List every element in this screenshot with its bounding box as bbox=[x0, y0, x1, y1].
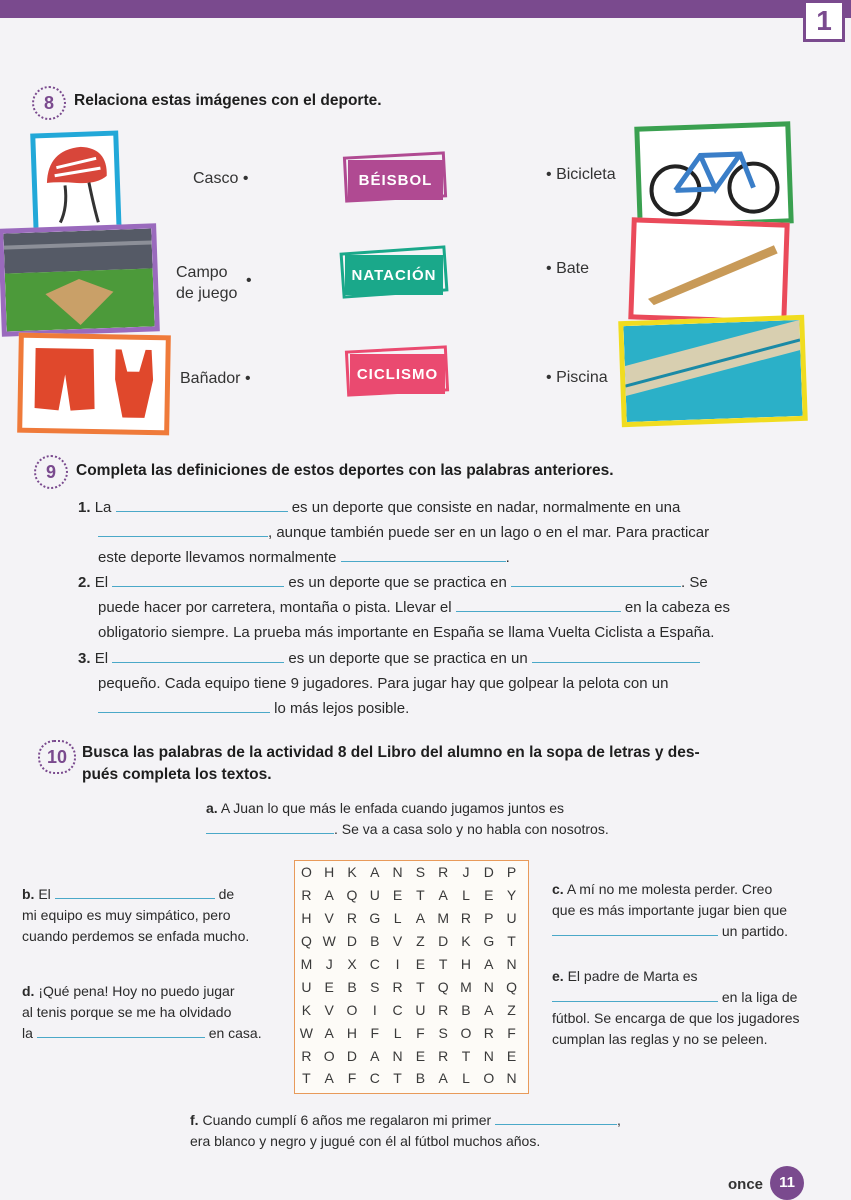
grid-cell[interactable]: W bbox=[322, 933, 336, 950]
grid-cell[interactable]: K bbox=[347, 864, 357, 881]
blank-d[interactable] bbox=[37, 1023, 205, 1038]
grid-cell[interactable]: E bbox=[415, 956, 426, 972]
activity-9-instruction: Completa las definiciones de estos deportes con las palabras anteriores. bbox=[76, 462, 614, 479]
activity-10-instruction: Busca las palabras de la actividad 8 del Libro del alumno en la sopa de letras y des- pués completa los textos. bbox=[82, 744, 700, 783]
grid-cell[interactable]: O bbox=[483, 1070, 495, 1087]
blank-1b[interactable] bbox=[98, 522, 268, 537]
grid-cell[interactable]: F bbox=[370, 1024, 380, 1041]
unit-number-box: 1 bbox=[803, 0, 845, 42]
grid-cell[interactable]: Z bbox=[507, 1001, 516, 1018]
grid-cell[interactable]: Q bbox=[346, 887, 358, 904]
grid-cell[interactable]: C bbox=[369, 956, 380, 972]
grid-cell[interactable]: B bbox=[370, 933, 380, 950]
grid-cell[interactable]: R bbox=[301, 887, 312, 904]
blank-3b[interactable] bbox=[532, 648, 700, 663]
bicycle-image bbox=[634, 121, 793, 228]
grid-cell[interactable]: F bbox=[416, 1024, 425, 1041]
grid-cell[interactable]: K bbox=[301, 1001, 312, 1018]
word-campo-bullet: • bbox=[246, 272, 252, 289]
word-search-grid bbox=[294, 860, 529, 1094]
sentence-d: d. ¡Qué pena! Hoy no puedo jugar al tenis porque se me ha olvidado la en casa. bbox=[22, 983, 262, 1041]
blank-c[interactable] bbox=[552, 921, 718, 936]
grid-cell[interactable]: M bbox=[460, 978, 472, 995]
pool-image bbox=[618, 315, 808, 427]
activity-9-number: 9 bbox=[34, 455, 68, 489]
stadium-icon bbox=[3, 228, 154, 331]
grid-cell[interactable]: T bbox=[393, 1070, 402, 1087]
grid-cell[interactable]: U bbox=[415, 1001, 426, 1018]
grid-cell[interactable]: K bbox=[461, 933, 471, 950]
grid-cell[interactable]: M bbox=[437, 910, 450, 927]
page-word: once bbox=[728, 1176, 764, 1193]
baseball-field-image bbox=[0, 223, 160, 336]
blank-b[interactable] bbox=[55, 884, 215, 899]
grid-cell[interactable]: X bbox=[347, 956, 357, 972]
grid-cell[interactable]: B bbox=[461, 1001, 471, 1018]
grid-cell[interactable]: L bbox=[462, 887, 470, 904]
blank-1a[interactable] bbox=[116, 497, 288, 512]
grid-cell[interactable]: Z bbox=[416, 933, 425, 950]
swimwear-icon bbox=[22, 338, 166, 430]
blank-3c[interactable] bbox=[98, 698, 270, 713]
grid-cell[interactable]: L bbox=[462, 1070, 470, 1087]
grid-cell[interactable]: V bbox=[324, 1001, 334, 1018]
grid-cell[interactable]: O bbox=[323, 1047, 335, 1064]
grid-cell[interactable]: D bbox=[346, 1047, 358, 1064]
grid-cell[interactable]: E bbox=[484, 887, 494, 904]
grid-cell[interactable]: S bbox=[370, 978, 380, 995]
grid-cell[interactable]: D bbox=[346, 933, 358, 950]
activity-10-number: 10 bbox=[38, 740, 76, 774]
grid-cell[interactable]: S bbox=[415, 864, 426, 881]
grid-cell[interactable]: P bbox=[484, 910, 494, 927]
grid-cell[interactable]: R bbox=[438, 864, 449, 881]
grid-cell[interactable]: O bbox=[346, 1001, 358, 1018]
badge-beisbol: BÉISBOL bbox=[348, 160, 443, 200]
grid-cell[interactable]: C bbox=[392, 1001, 403, 1018]
grid-cell[interactable]: I bbox=[395, 956, 400, 972]
grid-cell[interactable]: Y bbox=[506, 887, 517, 904]
grid-cell[interactable]: A bbox=[415, 910, 426, 927]
definition-3: 3. El es un deporte que se practica en un pequeño. Cada equipo tiene 9 jugadores. Para jugar hay que golpear la pelota con un lo más lejos posible. bbox=[78, 646, 798, 721]
blank-a[interactable] bbox=[206, 819, 334, 834]
grid-cell[interactable]: V bbox=[324, 910, 334, 927]
bat-icon bbox=[633, 222, 784, 319]
blank-2b[interactable] bbox=[511, 572, 681, 587]
grid-cell[interactable]: A bbox=[324, 1024, 334, 1041]
grid-cell[interactable]: J bbox=[462, 864, 470, 881]
grid-cell[interactable]: A bbox=[324, 1070, 334, 1087]
grid-cell[interactable]: L bbox=[393, 910, 402, 927]
grid-cell[interactable]: Q bbox=[300, 933, 312, 950]
word-bate: • Bate bbox=[546, 260, 589, 277]
grid-cell[interactable]: N bbox=[392, 1047, 403, 1064]
grid-cell[interactable]: E bbox=[392, 887, 403, 904]
grid-cell[interactable]: V bbox=[392, 933, 403, 950]
word-casco: Casco • bbox=[193, 170, 249, 187]
word-bicicleta: • Bicicleta bbox=[546, 166, 616, 183]
grid-cell[interactable]: H bbox=[346, 1024, 358, 1041]
grid-cell[interactable]: G bbox=[483, 933, 495, 950]
grid-cell[interactable]: Q bbox=[437, 978, 449, 995]
grid-cell[interactable]: H bbox=[324, 864, 335, 881]
grid-cell[interactable]: N bbox=[483, 978, 494, 995]
grid-cell[interactable]: B bbox=[415, 1070, 426, 1087]
swimwear-image bbox=[17, 333, 171, 436]
grid-cell[interactable]: T bbox=[416, 978, 425, 995]
grid-cell[interactable]: U bbox=[369, 887, 380, 904]
sentence-c: c. A mí no me molesta perder. Creo que es más importante jugar bien que un partido. bbox=[552, 881, 789, 939]
grid-cell[interactable]: D bbox=[438, 933, 449, 950]
grid-cell[interactable]: A bbox=[370, 864, 380, 881]
helmet-image bbox=[30, 130, 122, 238]
blank-3a[interactable] bbox=[112, 648, 284, 663]
blank-2c[interactable] bbox=[456, 597, 621, 612]
grid-cell[interactable]: P bbox=[506, 864, 517, 881]
grid-cell[interactable]: A bbox=[484, 1001, 494, 1018]
grid-cell[interactable]: R bbox=[438, 1001, 449, 1018]
grid-cell[interactable]: N bbox=[506, 1070, 517, 1087]
blank-2a[interactable] bbox=[112, 572, 284, 587]
bat-image bbox=[628, 217, 789, 324]
pool-icon bbox=[623, 320, 802, 422]
grid-cell[interactable]: T bbox=[461, 1047, 471, 1064]
grid-cell[interactable]: E bbox=[415, 1047, 426, 1064]
grid-cell[interactable]: L bbox=[393, 1024, 402, 1041]
grid-cell[interactable]: G bbox=[369, 910, 381, 927]
grid-cell[interactable]: R bbox=[301, 1047, 312, 1064]
sentence-a: a. A Juan lo que más le enfada cuando jugamos juntos es . Se va a casa solo y no habla con nosotros. bbox=[206, 800, 609, 837]
badge-natacion: NATACIÓN bbox=[345, 255, 443, 295]
grid-cell[interactable]: R bbox=[438, 1047, 449, 1064]
grid-cell[interactable]: A bbox=[438, 1070, 448, 1087]
badge-ciclismo: CICLISMO bbox=[350, 354, 445, 394]
grid-cell[interactable]: R bbox=[346, 910, 358, 927]
page-number: 11 bbox=[770, 1166, 804, 1200]
grid-cell[interactable]: A bbox=[484, 956, 494, 972]
bicycle-icon bbox=[639, 126, 788, 223]
grid-cell[interactable]: A bbox=[438, 887, 448, 904]
grid-cell[interactable]: J bbox=[325, 956, 333, 972]
word-banador: Bañador • bbox=[180, 370, 251, 387]
grid-cell[interactable]: N bbox=[506, 956, 517, 972]
grid-cell[interactable]: U bbox=[301, 978, 312, 995]
grid-cell[interactable]: W bbox=[299, 1024, 313, 1041]
grid-cell[interactable]: U bbox=[506, 910, 517, 927]
grid-cell[interactable]: T bbox=[416, 887, 425, 904]
grid-cell[interactable]: A bbox=[370, 1047, 380, 1064]
grid-cell[interactable]: E bbox=[506, 1047, 517, 1064]
grid-cell[interactable]: D bbox=[483, 864, 494, 881]
grid-cell[interactable]: Q bbox=[506, 978, 518, 995]
grid-cell[interactable]: R bbox=[483, 1024, 494, 1041]
grid-cell[interactable]: T bbox=[438, 956, 448, 972]
grid-cell[interactable]: A bbox=[324, 887, 334, 904]
grid-cell[interactable]: E bbox=[324, 978, 334, 995]
sentence-f: f. Cuando cumplí 6 años me regalaron mi primer , era blanco y negro y jugué con él al fútbol muchos años. bbox=[190, 1112, 621, 1149]
activity-8-instruction: Relaciona estas imágenes con el deporte. bbox=[74, 92, 382, 109]
activity-8-number: 8 bbox=[32, 86, 66, 120]
blank-1c[interactable] bbox=[341, 547, 506, 562]
grid-cell[interactable]: O bbox=[300, 864, 312, 881]
word-campo-de-juego: Campo de juego bbox=[176, 264, 238, 302]
sentence-b: b. El de mi equipo es muy simpático, pero cuando perdemos se enfada mucho. bbox=[22, 886, 250, 944]
blank-f[interactable] bbox=[495, 1110, 617, 1125]
word-piscina: • Piscina bbox=[546, 369, 608, 386]
grid-cell[interactable]: R bbox=[460, 910, 472, 927]
grid-cell[interactable]: H bbox=[301, 910, 312, 927]
grid-cell[interactable]: C bbox=[369, 1070, 380, 1087]
grid-cell[interactable]: B bbox=[347, 978, 357, 995]
grid-cell[interactable]: S bbox=[438, 1024, 448, 1041]
grid-cell[interactable]: R bbox=[392, 978, 403, 995]
grid-cell[interactable]: N bbox=[392, 864, 403, 881]
grid-cell[interactable]: O bbox=[460, 1024, 472, 1041]
definition-1: 1. La es un deporte que consiste en nadar, normalmente en una , aunque también puede ser en un lago o en el mar. Para practicar este deporte llevamos normalmente . bbox=[78, 499, 710, 566]
definition-2: 2. El es un deporte que se practica en . Se puede hacer por carretera, montaña o pista. Llevar el en la cabeza es obligatorio siempre. La prueba más importante en España se llama Vuelta Ciclista a España. bbox=[78, 574, 730, 641]
blank-e[interactable] bbox=[552, 987, 718, 1002]
helmet-icon bbox=[35, 136, 116, 234]
top-band bbox=[0, 0, 851, 18]
grid-cell[interactable]: H bbox=[460, 956, 472, 972]
grid-cell[interactable]: N bbox=[483, 1047, 494, 1064]
grid-cell[interactable]: F bbox=[347, 1070, 357, 1087]
grid-cell[interactable]: F bbox=[507, 1024, 516, 1041]
sentence-e: e. El padre de Marta es en la liga de fútbol. Se encarga de que los jugadores cumplan las reglas y no se peleen. bbox=[552, 968, 800, 1047]
grid-cell[interactable]: T bbox=[507, 933, 516, 950]
grid-cell[interactable]: M bbox=[300, 956, 313, 972]
grid-cell[interactable]: I bbox=[372, 1001, 377, 1018]
grid-cell[interactable]: T bbox=[302, 1070, 311, 1087]
